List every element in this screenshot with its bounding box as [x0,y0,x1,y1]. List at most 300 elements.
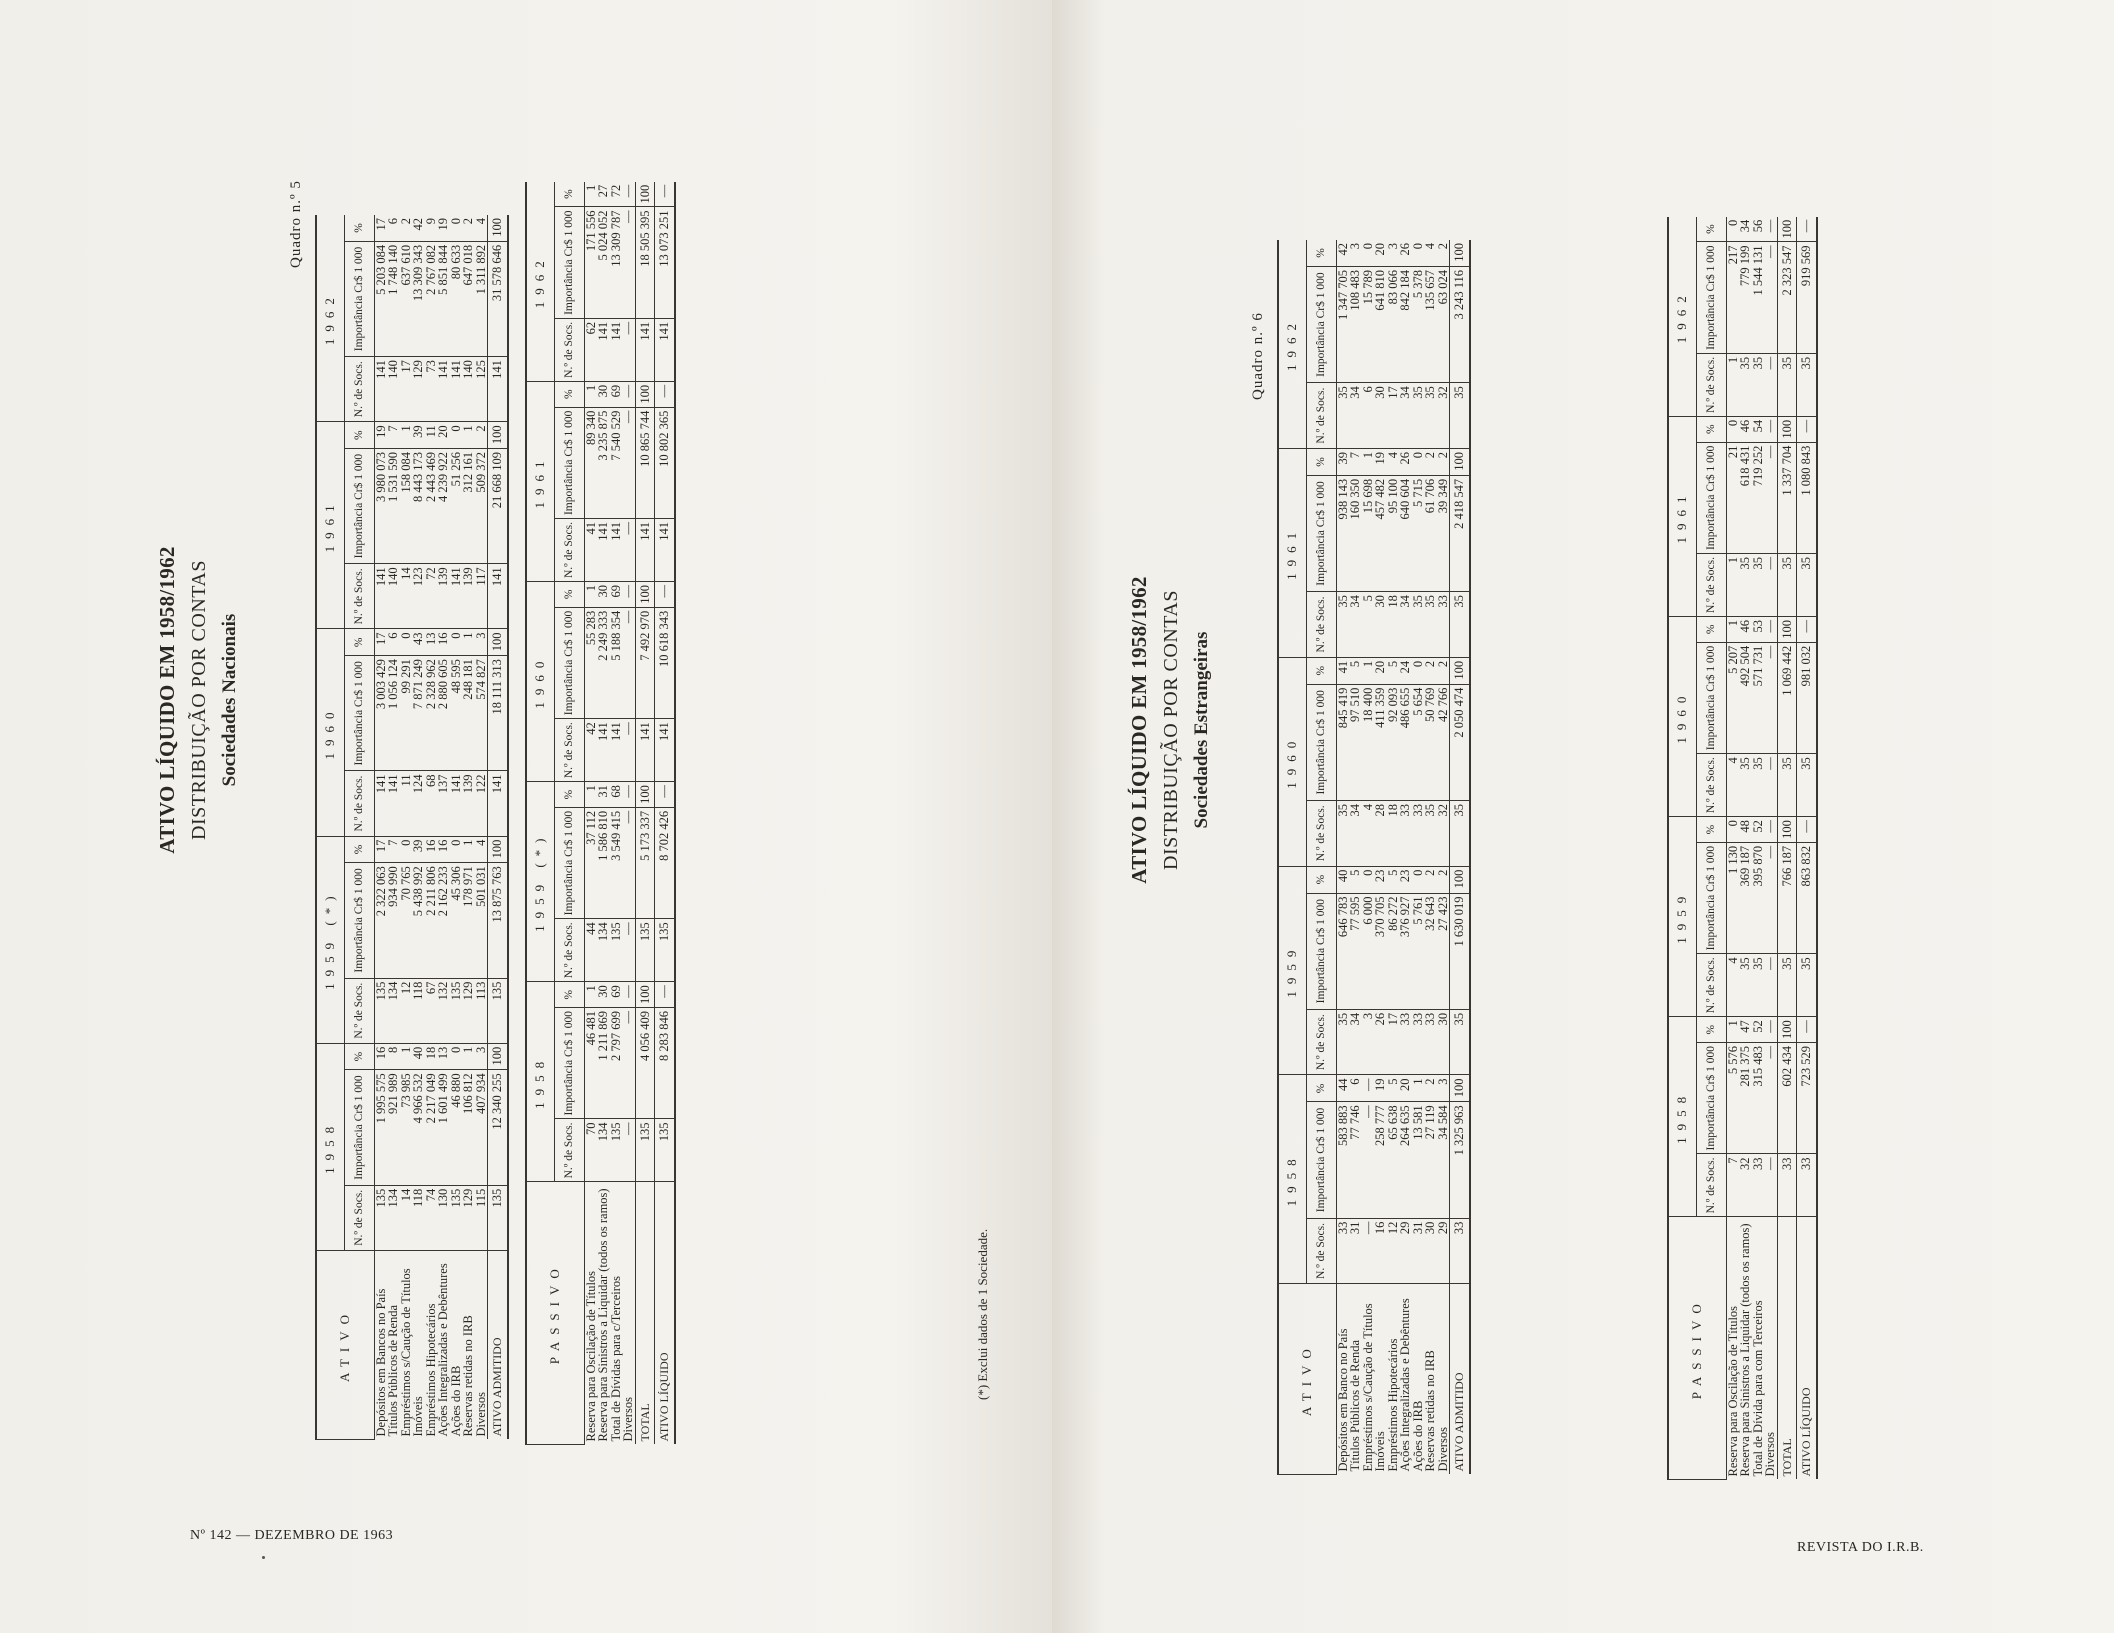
cell: 7 [1349,448,1362,475]
cell: 1 080 843 [1797,442,1817,553]
cell: 14 [400,1185,413,1250]
cell: 100 [1450,240,1470,266]
row-label: Depósitos em Bancos no País [373,1288,388,1437]
cell: 141 [635,318,655,381]
cell: 134 [597,919,610,982]
right-header [1127,450,1213,1010]
cell: 2 [1424,866,1437,893]
cell: 6 [387,215,400,241]
cell: 35 [1739,754,1752,817]
col-head-pct: % [344,1043,374,1070]
cell: 1 [1726,1017,1739,1043]
cell: 618 431 [1739,442,1752,553]
row-label: Ações Integralizadas e Debêntures [436,1263,450,1437]
cell: 779 199 [1739,242,1752,353]
cell: 30 [1424,1218,1437,1284]
right-page [1052,0,2114,1633]
left-quadro-label: Quadro n.º 5 [288,180,304,268]
cell: — [1764,754,1777,817]
row-label: Total de Dívida para com Terceiros [1750,1300,1765,1477]
cell: 1 130 [1726,842,1739,953]
cell: — [1362,1102,1375,1218]
cell: 10 865 744 [635,407,655,518]
cell: 141 [488,564,508,629]
cell: 1 056 124 [387,656,400,771]
ativo-section-label: ATIVO [1278,1284,1336,1475]
cell: 258 777 [1374,1102,1387,1218]
cell: 74 [425,1185,438,1250]
cell: 0 [1412,866,1425,893]
table-row [1362,240,1375,1475]
cell: — [1764,554,1777,617]
left-title: ATIVO LÍQUIDO EM 1958/1962 [155,546,179,854]
cell: 723 529 [1797,1043,1817,1154]
cell: — [655,182,675,207]
col-head-socs: N.º de Socs. [1696,754,1726,817]
cell: 26 [1399,448,1412,475]
row-label: Ações do IRB [448,1365,463,1437]
cell: 37 112 [584,807,597,918]
cell: 100 [635,381,655,407]
cell: 766 187 [1777,842,1797,953]
cell: 3 003 429 [374,656,387,771]
cell: — [655,982,675,1008]
cell: 5 [1349,657,1362,684]
cell: 5 207 [1726,642,1739,753]
cell: 2 [462,215,475,241]
col-head-pct: % [1306,448,1336,475]
cell: 7 [387,422,400,449]
cell: 719 252 [1752,442,1765,553]
col-head-importancia: Importância Cr$ 1 000 [1306,475,1336,591]
cell: 35 [1336,1009,1349,1075]
cell: 141 [655,719,675,782]
cell: 3 243 116 [1450,266,1470,382]
cell: 0 [450,629,463,656]
cell: 32 643 [1424,893,1437,1009]
cell: 1 [1412,1075,1425,1102]
cell: 2 767 082 [425,241,438,356]
cell: 50 769 [1424,684,1437,800]
cell: 135 [655,919,675,982]
cell: 100 [635,582,655,608]
cell: 135 [374,978,387,1043]
col-head-importancia: Importância Cr$ 1 000 [554,807,584,918]
cell: 141 [437,357,450,422]
cell: 135 657 [1424,266,1437,382]
cell: 67 [425,978,438,1043]
year-header: 1960 [526,582,554,782]
cell: — [655,381,675,407]
left-footnote: (*) Exclui dados de 1 Sociedade. [975,1228,990,1400]
year-header: 1962 [1668,217,1696,417]
cell: — [622,982,635,1008]
cell: 134 [387,1185,400,1250]
cell: — [1764,442,1777,553]
col-head-pct: % [1696,817,1726,843]
cell: 141 [488,357,508,422]
cell: 41 [1336,657,1349,684]
cell: 18 111 313 [488,656,508,771]
cell: 124 [412,771,425,836]
cell: 30 [1374,592,1387,658]
cell: 33 [1797,1154,1817,1217]
col-head-pct: % [554,782,584,808]
cell: 35 [1412,592,1425,658]
total-row-label: TOTAL [635,1182,655,1445]
cell: 62 [584,318,597,381]
cell: 4 056 409 [635,1008,655,1119]
table-row [1424,240,1437,1475]
cell: 77 595 [1349,893,1362,1009]
cell: 21 668 109 [488,448,508,563]
cell: 35 [1797,754,1817,817]
cell: — [1764,242,1777,353]
col-head-pct: % [1306,1075,1336,1102]
cell: 141 [374,771,387,836]
cell: 100 [1777,817,1797,843]
right-title: ATIVO LÍQUIDO EM 1958/1962 [1127,576,1151,884]
table-row [1336,240,1349,1475]
right-passivo-table [1667,217,1818,1480]
cell: 34 [1349,592,1362,658]
cell: 509 372 [475,448,488,563]
table-row [1349,240,1362,1475]
cell: 16 [374,1043,387,1070]
cell: 4 [1387,448,1400,475]
cell: 0 [450,1043,463,1070]
cell: 100 [1450,1075,1470,1102]
cell: 0 [450,215,463,241]
cell: 27 119 [1424,1102,1437,1218]
cell: 42 [584,719,597,782]
cell: 5 024 052 [597,207,610,318]
cell: 33 [1424,1009,1437,1075]
cell: 23 [1399,866,1412,893]
col-head-socs: N.º de Socs. [1306,383,1336,449]
cell: 171 556 [584,207,597,318]
cell: 12 340 255 [488,1070,508,1185]
cell: 35 [1336,383,1349,449]
cell: 35 [1752,554,1765,617]
left-ativo-table [315,215,509,1440]
cell: 1 630 019 [1450,893,1470,1009]
cell: 35 [1450,1009,1470,1075]
cell: 26 [1399,240,1412,266]
cell: — [1362,1218,1375,1284]
left-passivo-table-wrap [525,184,675,1445]
cell: 248 181 [462,656,475,771]
cell: 486 655 [1399,684,1412,800]
cell: 40 [412,1043,425,1070]
cell: 2 162 233 [437,863,450,978]
year-header: 1958 [1278,1075,1306,1284]
cell: 160 350 [1349,475,1362,591]
cell: 370 705 [1374,893,1387,1009]
cell: 17 [1387,383,1400,449]
cell: 34 [1349,1009,1362,1075]
cell: — [622,318,635,381]
passivo-section-label: PASSIVO [526,1182,584,1445]
cell: 34 [1349,383,1362,449]
cell: 30 [597,982,610,1008]
total-row-label: ATIVO ADMITIDO [488,1250,508,1439]
cell: 89 340 [584,407,597,518]
year-header: 1958 [1668,1017,1696,1217]
cell: 2 [1424,1075,1437,1102]
col-head-pct: % [1306,657,1336,684]
cell: 492 504 [1739,642,1752,753]
year-header: 1960 [316,629,344,836]
cell: 56 [1752,217,1765,242]
cell: 4 [1362,800,1375,866]
cell: 140 [387,564,400,629]
cell: 13 309 343 [412,241,425,356]
cell: 4 [1424,240,1437,266]
col-head-importancia: Importância Cr$ 1 000 [554,607,584,718]
cell: 100 [488,836,508,863]
cell: 68 [610,782,623,808]
cell: 42 [1336,240,1349,266]
col-head-socs: N.º de Socs. [1306,1218,1336,1284]
cell: 141 [635,719,655,782]
right-quadro-label: Quadro n.º 6 [1250,312,1266,400]
cell: 11 [400,771,413,836]
right-passivo-table-wrap [1667,219,1813,1480]
cell: 63 024 [1437,266,1450,382]
cell: 39 [412,836,425,863]
cell: 123 [412,564,425,629]
row-label: Depósitos em Banco no País [1335,1328,1350,1472]
cell: 1 [1726,353,1739,416]
table-row [437,215,450,1440]
cell: — [1764,617,1777,643]
cell: 12 [1387,1218,1400,1284]
row-label: Diversos [1435,1427,1450,1472]
cell: 2 328 962 [425,656,438,771]
cell: 17 [374,215,387,241]
row-label: Ações Integralizadas e Debêntures [1398,1298,1412,1472]
cell: 34 [1349,800,1362,866]
row-label: Ações do IRB [1410,1400,1425,1472]
cell: — [1764,954,1777,1017]
table-row [1399,240,1412,1475]
cell: 32 [1437,800,1450,866]
cell: 83 066 [1387,266,1400,382]
cell: 141 [450,564,463,629]
cell: — [1797,416,1817,442]
cell: 2 418 547 [1450,475,1470,591]
cell: 125 [475,357,488,422]
row-label: Imóveis [411,1396,425,1437]
row-label: Empréstimos s/Caução de Títulos [1360,1303,1375,1472]
cell: 141 [597,719,610,782]
cell: 135 [488,978,508,1043]
cell: 54 [1752,416,1765,442]
cell: 72 [610,182,623,207]
cell: 35 [1739,554,1752,617]
cell: 4 [475,215,488,241]
cell: 46 [1739,617,1752,643]
cell: 2 [1424,448,1437,475]
cell: 2 797 699 [610,1008,623,1119]
cell: 35 [1336,800,1349,866]
col-head-importancia: Importância Cr$ 1 000 [1306,893,1336,1009]
cell: 141 [635,519,655,582]
cell: 315 483 [1752,1043,1765,1154]
cell: 1 [1362,448,1375,475]
cell: 100 [488,629,508,656]
col-head-pct: % [1696,416,1726,442]
col-head-socs: N.º de Socs. [554,318,584,381]
cell: 141 [597,318,610,381]
cell: 5 173 337 [635,807,655,918]
cell: 17 [1387,1009,1400,1075]
cell: 2 [1437,866,1450,893]
year-header: 1962 [526,182,554,382]
cell: 13 309 787 [610,207,623,318]
year-header: 1960 [1668,617,1696,817]
cell: 1 347 705 [1336,266,1349,382]
cell: 106 812 [462,1070,475,1185]
cell: 17 [400,357,413,422]
cell: 5 576 [1726,1043,1739,1154]
cell: 34 584 [1437,1102,1450,1218]
table-row [1374,240,1387,1475]
cell: 20 [437,422,450,449]
cell: 1 [1362,657,1375,684]
cell: 217 [1726,242,1739,353]
cell: 13 875 763 [488,863,508,978]
col-head-importancia: Importância Cr$ 1 000 [1696,242,1726,353]
col-head-importancia: Importância Cr$ 1 000 [554,1008,584,1119]
cell: 95 100 [1387,475,1400,591]
cell: 100 [488,215,508,241]
cell: 13 [425,629,438,656]
cell: 35 [1777,554,1797,617]
cell: 141 [450,357,463,422]
cell: 16 [437,836,450,863]
cell: 5 [1387,657,1400,684]
cell: 501 031 [475,863,488,978]
cell: 18 505 395 [635,207,655,318]
col-head-importancia: Importância Cr$ 1 000 [344,448,374,563]
cell: 1 [584,582,597,608]
cell: 845 419 [1336,684,1349,800]
cell: 135 [450,978,463,1043]
row-label: Imóveis [1373,1431,1387,1472]
cell: 12 [400,978,413,1043]
cell: 0 [1726,817,1739,843]
cell: 32 [1437,383,1450,449]
total-row-label: ATIVO ADMITIDO [1450,1284,1470,1475]
cell: 73 [425,357,438,422]
cell: 34 [1739,217,1752,242]
cell: 33 [1399,1009,1412,1075]
cell: 35 [1797,353,1817,416]
cell: 52 [1752,817,1765,843]
cell: 141 [488,771,508,836]
cell: 5 851 844 [437,241,450,356]
cell: 407 934 [475,1070,488,1185]
cell: 33 [1412,1009,1425,1075]
left-page [0,0,1052,1633]
cell: 0 [1726,416,1739,442]
cell: 1 [400,1043,413,1070]
cell: 135 [610,919,623,982]
cell: 80 633 [450,241,463,356]
cell: — [622,407,635,518]
cell: 33 [1450,1218,1470,1284]
cell: — [1764,1017,1777,1043]
cell: 1 544 131 [1752,242,1765,353]
col-head-socs: N.º de Socs. [1696,554,1726,617]
cell: 100 [1450,448,1470,475]
cell: 135 [374,1185,387,1250]
cell: 108 483 [1349,266,1362,382]
table-row [400,215,413,1440]
cell: 2 880 605 [437,656,450,771]
cell: 135 [450,1185,463,1250]
year-header: 1961 [526,381,554,581]
cell: 16 [425,836,438,863]
cell: 574 827 [475,656,488,771]
cell: 9 [425,215,438,241]
left-footer: Nº 142 — DEZEMBRO DE 1963 [190,1528,394,1543]
cell: 11 [425,422,438,449]
cell: 35 [1450,383,1470,449]
cell: 30 [1437,1009,1450,1075]
cell: 48 [1739,817,1752,843]
year-header: 1962 [316,215,344,422]
cell: 115 [475,1185,488,1250]
cell: 1 [462,836,475,863]
table-row [1764,217,1777,1480]
cell: 19 [1374,1075,1387,1102]
cell: 35 [1336,592,1349,658]
cell: 100 [635,982,655,1008]
cell: 7 871 249 [412,656,425,771]
row-label: Diversos [621,1397,635,1442]
cell: — [1797,617,1817,643]
cell: 312 161 [462,448,475,563]
table-row [597,182,610,1445]
col-head-importancia: Importância Cr$ 1 000 [1696,1043,1726,1154]
cell: 1 [1726,554,1739,617]
cell: 35 [1777,353,1797,416]
cell: 2 [475,422,488,449]
cell: 7 [387,836,400,863]
col-head-socs: N.º de Socs. [1696,353,1726,416]
cell: — [622,519,635,582]
cell: 35 [1752,353,1765,416]
cell: 118 [412,978,425,1043]
cell: 33 [1336,1218,1349,1284]
cell: 369 187 [1739,842,1752,953]
cell: 134 [597,1119,610,1182]
cell: 16 [1374,1218,1387,1284]
cell: 641 810 [1374,266,1387,382]
cell: 6 000 [1362,893,1375,1009]
cell: 921 989 [387,1070,400,1185]
cell: 33 [1399,800,1412,866]
cell: 137 [437,771,450,836]
cell: 3 [1387,240,1400,266]
table-row [1739,217,1752,1480]
cell: 981 032 [1797,642,1817,753]
col-head-importancia: Importância Cr$ 1 000 [1696,842,1726,953]
cell: 5 761 [1412,893,1425,1009]
